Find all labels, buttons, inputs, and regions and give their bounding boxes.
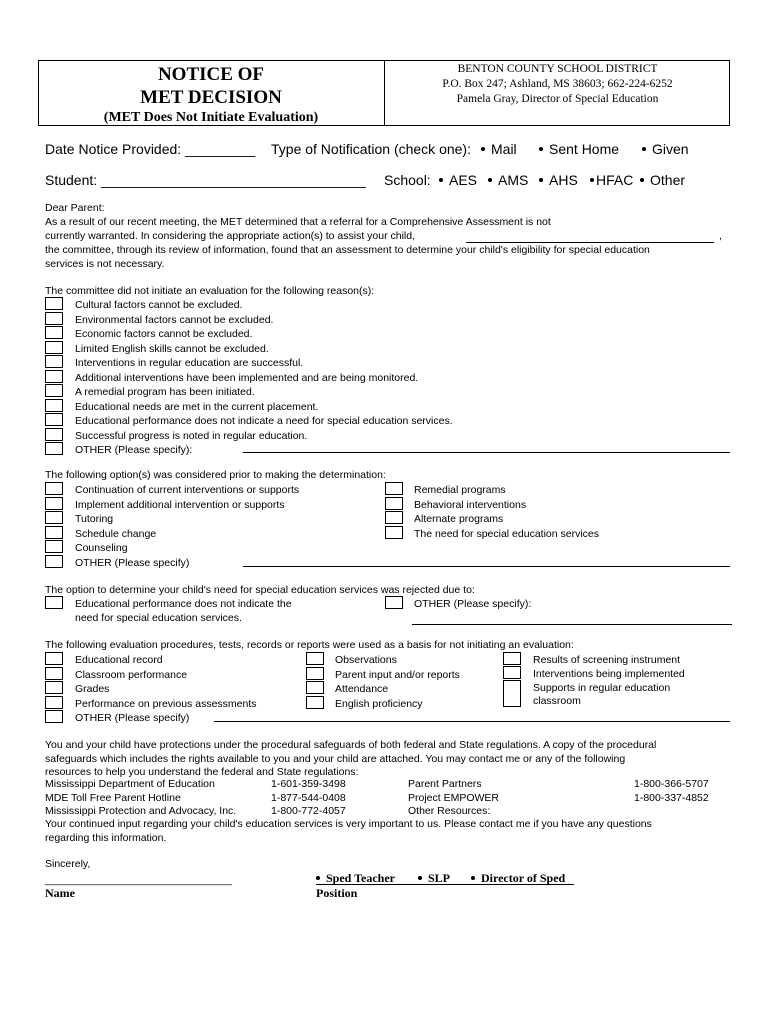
contact-name: Other Resources: <box>408 805 491 817</box>
reason-label: Limited English skills cannot be excluded. <box>75 342 269 355</box>
option-label: Continuation of current interventions or supports <box>75 484 300 496</box>
option-given[interactable]: Given <box>642 141 689 157</box>
proc-interventions-checkbox[interactable] <box>503 666 521 679</box>
reason-label: OTHER (Please specify): <box>75 444 193 456</box>
reason-checkbox[interactable] <box>45 413 63 426</box>
school-ams[interactable]: AMS <box>488 172 528 188</box>
procedures-heading: The following evaluation procedures, tests, records or reports were used as a basis for not initiating an evaluation: <box>45 639 574 651</box>
sincerely: Sincerely, <box>45 858 91 870</box>
subtitle: (MET Does Not Initiate Evaluation) <box>103 110 319 125</box>
procedure-label: Observations <box>335 654 397 666</box>
reason-checkbox[interactable] <box>45 442 63 455</box>
procedure-checkbox[interactable] <box>306 696 324 709</box>
position-label: Position <box>316 886 358 900</box>
option-label: Schedule change <box>75 527 157 540</box>
reason-label: A remedial program has been initiated. <box>75 386 255 398</box>
contact-phone: 1-800-337-4852 <box>634 791 709 804</box>
bullet-icon <box>439 178 443 182</box>
bullet-icon <box>418 876 422 880</box>
letter-comma: , <box>719 230 722 242</box>
reason-checkbox[interactable] <box>45 341 63 354</box>
option-sent-home[interactable]: Sent Home <box>539 141 619 157</box>
proc-supports-checkbox[interactable] <box>503 680 521 707</box>
protections-line-3: resources to help you understand the federal and State regulations: <box>45 766 359 778</box>
procedure-label: Educational record <box>75 654 163 666</box>
reasons-heading: The committee did not initiate an evaluation for the following reason(s): <box>45 285 375 297</box>
reason-label: Additional interventions have been implemented and are being monitored. <box>75 371 419 384</box>
reason-label: Cultural factors cannot be excluded. <box>75 299 243 311</box>
contact-name: Mississippi Protection and Advocacy, Inc. <box>45 805 237 817</box>
option-mail[interactable]: Mail <box>481 141 517 157</box>
reason-label: Educational performance does not indicate a need for special education services. <box>75 415 453 427</box>
rejected-other-checkbox[interactable] <box>385 596 403 609</box>
school-other[interactable]: Other <box>640 172 685 188</box>
option-checkbox[interactable] <box>385 526 403 539</box>
option-checkbox[interactable] <box>385 511 403 524</box>
contact-name: Project EMPOWER <box>408 791 500 804</box>
option-checkbox[interactable] <box>45 511 63 524</box>
rejected-performance-label-1: Educational performance does not indicate the <box>75 598 292 610</box>
position-underline <box>316 884 574 885</box>
reason-checkbox[interactable] <box>45 355 63 368</box>
rejected-performance-label-2: need for special education services. <box>75 612 242 624</box>
contact-name: Mississippi Department of Education <box>45 778 215 790</box>
procedure-checkbox[interactable] <box>45 710 63 723</box>
reason-label: Interventions in regular education are successful. <box>75 357 304 369</box>
procedure-checkbox[interactable] <box>45 652 63 665</box>
procedures-other-field[interactable] <box>214 721 730 722</box>
school-hfac[interactable]: HFAC <box>590 172 633 188</box>
option-label: OTHER (Please specify) <box>75 556 190 569</box>
notification-type-label: Type of Notification (check one): <box>271 141 471 157</box>
option-checkbox[interactable] <box>45 497 63 510</box>
school-label: School: <box>384 172 431 188</box>
letter-line-1: As a result of our recent meeting, the MET determined that a referral for a Comprehensive Assessment is not <box>45 216 551 228</box>
reason-checkbox[interactable] <box>45 312 63 325</box>
contact-phone: 1-800-366-5707 <box>634 778 709 790</box>
proc-screening-label: Results of screening instrument <box>533 654 681 666</box>
contact-phone: 1-877-544-0408 <box>271 791 346 804</box>
procedure-checkbox[interactable] <box>45 681 63 694</box>
date-notice-label: Date Notice Provided: _________ <box>45 141 256 157</box>
bullet-icon <box>316 876 320 880</box>
procedure-label: Grades <box>75 683 110 695</box>
bullet-icon <box>481 147 485 151</box>
reason-checkbox[interactable] <box>45 297 63 310</box>
option-checkbox[interactable] <box>45 526 63 539</box>
procedure-checkbox[interactable] <box>306 667 324 680</box>
option-checkbox[interactable] <box>45 540 63 553</box>
procedure-label: English proficiency <box>335 697 423 710</box>
reason-label: Economic factors cannot be excluded. <box>75 328 253 340</box>
option-label: Remedial programs <box>414 484 506 496</box>
procedure-checkbox[interactable] <box>306 681 324 694</box>
district-name: BENTON COUNTY SCHOOL DISTRICT <box>457 63 658 75</box>
options-other-field[interactable] <box>243 566 730 567</box>
procedure-checkbox[interactable] <box>306 652 324 665</box>
proc-supports-label: Supports in regular education <box>533 682 671 694</box>
bullet-icon <box>640 178 644 182</box>
bullet-icon <box>539 178 543 182</box>
reason-checkbox[interactable] <box>45 428 63 441</box>
bullet-icon <box>488 178 492 182</box>
procedure-checkbox[interactable] <box>45 696 63 709</box>
procedure-label: Attendance <box>335 683 389 695</box>
closing-line-1: Your continued input regarding your child's education services is very important to us. Please contact me if you have any questions <box>45 818 652 830</box>
reason-label: Environmental factors cannot be excluded. <box>75 313 274 326</box>
position-sped-teacher[interactable]: Sped Teacher <box>316 871 395 886</box>
option-checkbox[interactable] <box>45 555 63 568</box>
procedure-label: Classroom performance <box>75 668 188 681</box>
bullet-icon <box>471 876 475 880</box>
rejected-heading: The option to determine your child's need for special education services was rejected due to: <box>45 584 475 596</box>
reason-label: Successful progress is noted in regular education. <box>75 429 308 442</box>
rejected-other-label: OTHER (Please specify): <box>414 598 532 610</box>
title-line-2: MET DECISION <box>140 87 282 108</box>
procedure-label: OTHER (Please specify) <box>75 712 190 724</box>
rejected-performance-checkbox[interactable] <box>45 596 63 609</box>
position-slp[interactable]: SLP <box>418 871 450 886</box>
rejected-other-field[interactable] <box>412 624 732 625</box>
contact-name: Parent Partners <box>408 778 482 790</box>
option-label: Implement additional intervention or supports <box>75 498 285 511</box>
student-label: Student: __________________________________ <box>45 172 366 188</box>
bullet-icon <box>539 147 543 151</box>
name-label: Name <box>45 886 75 900</box>
school-aes[interactable]: AES <box>439 172 477 188</box>
bullet-icon <box>642 147 646 151</box>
school-ahs[interactable]: AHS <box>539 172 578 188</box>
bullet-icon <box>590 178 594 182</box>
reason-checkbox[interactable] <box>45 384 63 397</box>
position-director[interactable]: Director of Sped <box>471 871 565 886</box>
proc-supports-label-2: classroom <box>533 695 581 707</box>
title-line-1: NOTICE OF <box>157 64 265 85</box>
district-address: P.O. Box 247; Ashland, MS 38603; 662-224-6252 <box>442 78 673 90</box>
reasons-other-field[interactable] <box>243 452 730 453</box>
district-director: Pamela Gray, Director of Special Education <box>456 93 659 105</box>
options-heading: The following option(s) was considered prior to making the determination: <box>45 469 386 481</box>
contact-name: MDE Toll Free Parent Hotline <box>45 791 181 804</box>
reason-checkbox[interactable] <box>45 326 63 339</box>
procedure-label: Parent input and/or reports <box>335 668 460 681</box>
salutation: Dear Parent: <box>45 202 105 214</box>
reason-label: Educational needs are met in the current placement. <box>75 400 319 413</box>
option-label: Counseling <box>75 542 128 554</box>
closing-line-2: regarding this information. <box>45 832 167 844</box>
option-label: Alternate programs <box>414 513 504 525</box>
procedure-checkbox[interactable] <box>45 667 63 680</box>
letter-line-2: currently warranted. In considering the appropriate action(s) to assist your child, <box>45 230 416 242</box>
name-line[interactable]: ________________________________ <box>45 874 232 886</box>
protections-line-2: safeguards which includes the rights available to you and your child are attached. You may contact me or any of the following <box>45 753 626 765</box>
option-checkbox[interactable] <box>385 497 403 510</box>
letter-line-4: services is not necessary. <box>45 258 165 270</box>
option-label: The need for special education services <box>414 527 600 540</box>
contact-phone: 1-800-772-4057 <box>271 805 346 817</box>
reason-checkbox[interactable] <box>45 399 63 412</box>
proc-interventions-label: Interventions being implemented <box>533 668 685 680</box>
contact-phone: 1-601-359-3498 <box>271 778 346 790</box>
option-checkbox[interactable] <box>385 482 403 495</box>
option-checkbox[interactable] <box>45 482 63 495</box>
option-label: Behavioral interventions <box>414 498 527 511</box>
proc-screening-checkbox[interactable] <box>503 652 521 665</box>
option-label: Tutoring <box>75 513 114 525</box>
procedure-label: Performance on previous assessments <box>75 697 257 710</box>
letter-line-3: the committee, through its review of information, found that an assessment to determine your child's eligibility for special education <box>45 244 650 256</box>
protections-line-1: You and your child have protections under the procedural safeguards of both federal and State regulations. A copy of the procedural <box>45 739 657 751</box>
reason-checkbox[interactable] <box>45 370 63 383</box>
